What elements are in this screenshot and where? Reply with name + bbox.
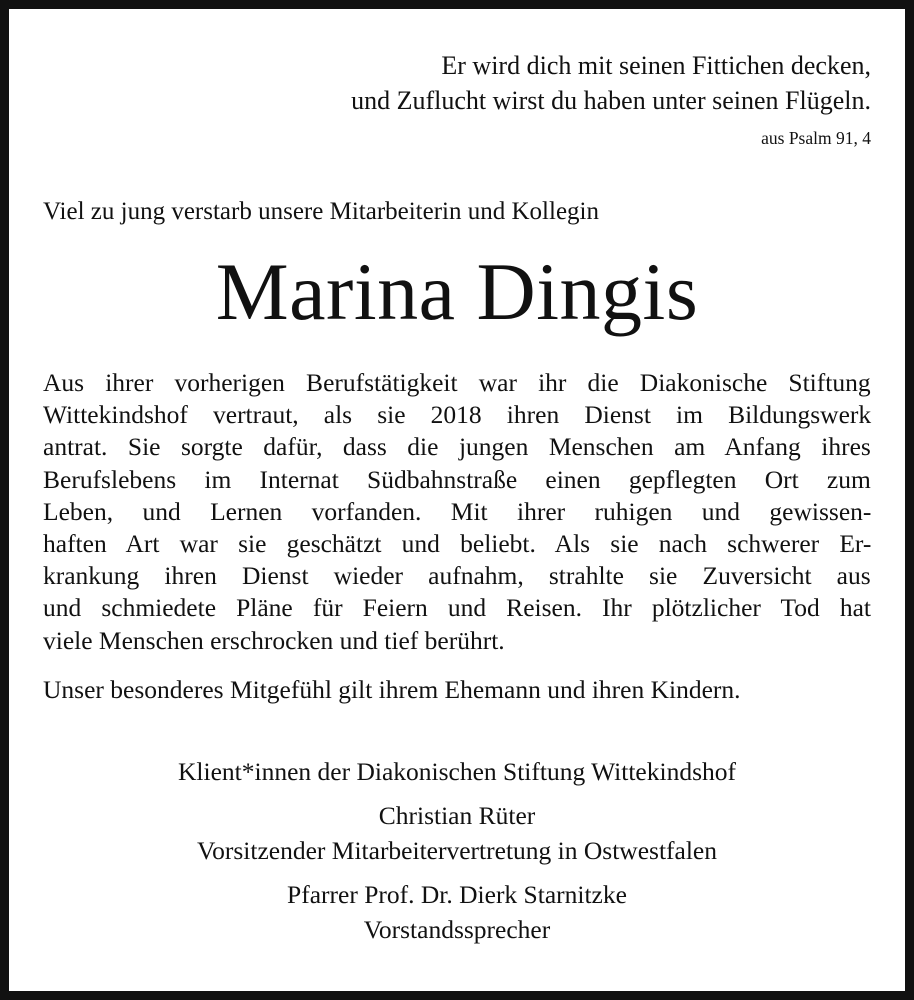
biography-paragraph bbox=[43, 367, 871, 657]
organization-signature: Klient*innen der Diakonischen Stiftung Wittekindshof bbox=[178, 757, 736, 786]
signer-role: Vorstandssprecher bbox=[363, 915, 551, 944]
biography-line: Aus ihrer vorherigen Berufstätigkeit war ihr die Diakonische Stiftung bbox=[43, 368, 871, 397]
condolence-text: Unser besonderes Mitgefühl gilt ihrem Ehemann und ihren Kindern. bbox=[43, 675, 741, 704]
biography-line: Berufslebens im Internat Südbahnstraße einen gepflegten Ort zum bbox=[43, 464, 871, 494]
signer-group bbox=[0, 798, 914, 868]
biography-line: Leben, und Lernen vorfanden. Mit ihrer ruhigen und gewissen- bbox=[43, 496, 872, 526]
signer-role: Vorsitzender Mitarbeitervertretung in Ostwestfalen bbox=[197, 836, 717, 865]
biography-line: haften Art war sie geschätzt und beliebt. Als sie nach schwerer Er- bbox=[43, 528, 872, 558]
verse-line: und Zuflucht wirst du haben unter seinen Flügeln. bbox=[351, 86, 871, 115]
signature-block bbox=[0, 754, 914, 947]
biography-line: und schmiedete Pläne für Feiern und Reisen. Ihr plötzlicher Tod hat bbox=[43, 593, 872, 623]
intro-text: Viel zu jung verstarb unsere Mitarbeiterin und Kollegin bbox=[43, 198, 599, 225]
signer-group bbox=[0, 877, 914, 947]
verse-source: aus Psalm 91, 4 bbox=[761, 128, 871, 148]
signer-name: Christian Rüter bbox=[378, 801, 536, 830]
signer-name: Pfarrer Prof. Dr. Dierk Starnitzke bbox=[287, 880, 627, 909]
biography-line: krankung ihren Dienst wieder aufnahm, strahlte sie Zuversicht aus bbox=[43, 561, 871, 591]
verse-line: Er wird dich mit seinen Fittichen decken, bbox=[441, 51, 871, 80]
deceased-name: Marina Dingis bbox=[215, 246, 699, 337]
biography-line: Wittekindshof vertraut, als sie 2018 ihren Dienst im Bildungswerk bbox=[43, 400, 872, 430]
biography-line: viele Menschen erschrocken und tief berührt. bbox=[43, 625, 505, 655]
bible-verse bbox=[351, 48, 871, 118]
biography-line: antrat. Sie sorgte dafür, dass die jungen Menschen am Anfang ihres bbox=[43, 432, 871, 462]
